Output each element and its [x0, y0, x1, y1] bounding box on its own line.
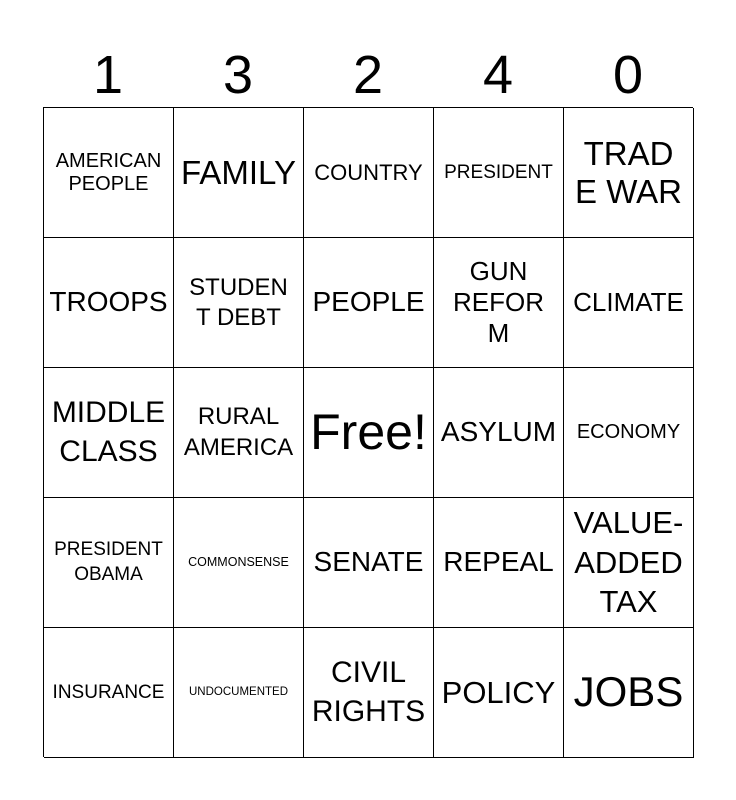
bingo-cell[interactable]	[434, 368, 564, 498]
header-number-3: 2	[352, 45, 384, 105]
bingo-cell[interactable]	[44, 368, 174, 498]
cell-label: FAMILY	[181, 153, 296, 191]
cell-label: AMERICAN PEOPLE	[55, 149, 162, 195]
cell-label: POLICY	[441, 674, 556, 710]
bingo-cell[interactable]	[174, 238, 304, 368]
cell-label: ASYLUM	[440, 416, 557, 448]
cell-label: TROOPS	[49, 286, 168, 318]
cell-label: VALUE-ADDED TAX	[573, 504, 684, 620]
bingo-cell[interactable]	[44, 108, 174, 238]
bingo-cell[interactable]	[564, 108, 694, 238]
bingo-cell[interactable]	[304, 628, 434, 758]
cell-label: INSURANCE	[52, 681, 165, 703]
bingo-cell[interactable]	[564, 368, 694, 498]
bingo-cell[interactable]	[174, 368, 304, 498]
bingo-cell[interactable]	[304, 238, 434, 368]
bingo-cell[interactable]	[174, 498, 304, 628]
bingo-cell[interactable]	[564, 628, 694, 758]
cell-label: MIDDLE CLASS	[51, 396, 166, 468]
bingo-cell[interactable]	[44, 238, 174, 368]
bingo-cell[interactable]	[174, 108, 304, 238]
header-number-5: 0	[612, 45, 644, 105]
cell-label: PRESIDENT OBAMA	[54, 539, 163, 585]
cell-label: RURAL AMERICA	[183, 402, 294, 461]
cell-label: PEOPLE	[312, 286, 425, 318]
bingo-cell[interactable]	[434, 628, 564, 758]
cell-label: PRESIDENT	[444, 161, 553, 183]
bingo-cell[interactable]	[434, 108, 564, 238]
cell-label: CIVIL RIGHTS	[311, 656, 426, 728]
cell-label: GUN REFORM	[453, 255, 544, 349]
free-space-label: Free!	[310, 403, 427, 460]
cell-label: COMMONSENSE	[188, 555, 289, 570]
header-number-4: 4	[482, 45, 514, 105]
cell-label: STUDENT DEBT	[189, 273, 288, 331]
bingo-cell[interactable]	[564, 238, 694, 368]
cell-label: TRADE WAR	[575, 134, 682, 210]
cell-label: UNDOCUMENTED	[188, 685, 289, 698]
bingo-board	[43, 107, 693, 757]
cell-label: CLIMATE	[573, 286, 684, 317]
header-number-1: 1	[92, 45, 124, 105]
bingo-cell[interactable]	[44, 498, 174, 628]
cell-label: JOBS	[573, 668, 684, 716]
cell-label: ECONOMY	[576, 421, 681, 443]
free-space[interactable]	[304, 368, 434, 498]
bingo-cell[interactable]	[564, 498, 694, 628]
cell-label: COUNTRY	[314, 159, 423, 185]
header-number-2: 3	[222, 45, 254, 105]
bingo-cell[interactable]	[174, 628, 304, 758]
bingo-cell[interactable]	[434, 498, 564, 628]
bingo-cell[interactable]	[304, 108, 434, 238]
bingo-header-row	[43, 42, 693, 108]
bingo-cell[interactable]	[434, 238, 564, 368]
bingo-cell[interactable]	[44, 628, 174, 758]
bingo-cell[interactable]	[304, 498, 434, 628]
cell-label: SENATE	[313, 546, 424, 578]
cell-label: REPEAL	[443, 546, 554, 578]
